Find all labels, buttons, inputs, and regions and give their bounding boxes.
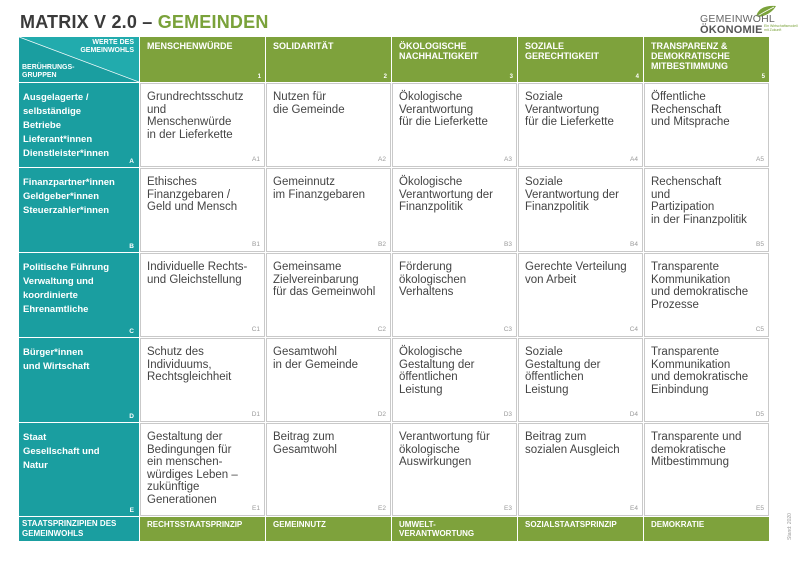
cell-code: C4 <box>629 326 638 333</box>
footer-item-text: RECHTSSTAATSPRINZIP <box>147 520 243 529</box>
cell-text: Gestaltung der Bedingungen für ein menschen- würdiges Leben – zukünftige Generationen <box>147 431 238 506</box>
matrix-cell-c5 <box>644 253 769 337</box>
cell-text: Rechenschaft und Partizipation in der Finanzpolitik <box>651 176 747 226</box>
matrix-cell-a1 <box>140 83 265 167</box>
row-header-b <box>19 168 139 252</box>
corner-groups-line2: GRUPPEN <box>22 72 57 79</box>
cell-code: C3 <box>503 326 512 333</box>
footer-label-text: STAATSPRINZIPIEN DES GEMEINWOHLS <box>22 519 117 538</box>
logo-line2: ÖKONOMIE <box>700 24 763 36</box>
cell-text: Beitrag zum Gesamtwohl <box>273 431 337 456</box>
cell-code: C2 <box>377 326 386 333</box>
matrix-cell-e1 <box>140 423 265 516</box>
cell-code: B1 <box>252 241 260 248</box>
cell-text: Transparente und demokratische Mitbestimmung <box>651 431 742 468</box>
column-number: 4 <box>635 74 639 80</box>
footer-item-text: DEMOKRATIE <box>651 520 705 529</box>
row-key: D <box>129 413 134 420</box>
matrix-cell-b2 <box>266 168 391 252</box>
title-prefix: MATRIX V 2.0 – <box>20 12 158 32</box>
matrix-cell-a2 <box>266 83 391 167</box>
page-title <box>20 12 269 33</box>
matrix-cell-a4 <box>518 83 643 167</box>
cell-text: Beitrag zum sozialen Ausgleich <box>525 431 620 456</box>
corner-values-label <box>80 39 134 55</box>
footer-label <box>19 517 139 541</box>
matrix-cell-b3 <box>392 168 517 252</box>
matrix-cell-c1 <box>140 253 265 337</box>
row-header-label: Bürger*innen und Wirtschaft <box>23 347 90 372</box>
footer-item-3 <box>392 517 517 541</box>
cell-text: Schutz des Individuums, Rechtsgleichheit <box>147 346 232 383</box>
matrix-cell-b1 <box>140 168 265 252</box>
column-header-5 <box>644 37 769 82</box>
title-accent: GEMEINDEN <box>157 12 269 32</box>
row-header-label: Politische Führung Verwaltung und koordinierte Ehrenamtliche <box>23 262 110 315</box>
row-key: A <box>129 158 134 165</box>
corner-values-line1: WERTE DES <box>92 39 134 46</box>
cell-code: D5 <box>755 411 764 418</box>
cell-code: E1 <box>252 505 260 512</box>
footer-item-1 <box>140 517 265 541</box>
row-header-a <box>19 83 139 167</box>
cell-text: Gerechte Verteilung von Arbeit <box>525 261 627 286</box>
column-header-label: ÖKOLOGISCHE NACHHALTIGKEIT <box>399 41 479 61</box>
row-header-label: Ausgelagerte / selbständige Betriebe Lieferant*innen Dienstleister*innen <box>23 92 110 159</box>
row-header-d <box>19 338 139 422</box>
cell-text: Förderung ökologischen Verhaltens <box>399 261 467 298</box>
column-number: 3 <box>509 74 513 80</box>
cell-text: Nutzen für die Gemeinde <box>273 91 345 116</box>
logo-line1: GEMEINWOHL <box>700 13 775 25</box>
cell-text: Transparente Kommunikation und demokratische Einbindung <box>651 346 749 396</box>
cell-text: Transparente Kommunikation und demokratische Prozesse <box>651 261 749 311</box>
corner-header <box>19 37 139 82</box>
footer-item-text: UMWELT- VERANTWORTUNG <box>399 520 475 538</box>
cell-code: A1 <box>252 156 260 163</box>
matrix-cell-d3 <box>392 338 517 422</box>
cell-code: B2 <box>378 241 386 248</box>
cell-code: D4 <box>629 411 638 418</box>
cell-text: Soziale Verantwortung der Finanzpolitik <box>525 176 619 213</box>
column-number: 2 <box>383 74 387 80</box>
cell-text: Ökologische Verantwortung für die Lieferkette <box>399 91 488 128</box>
row-header-c <box>19 253 139 337</box>
cell-code: A4 <box>630 156 638 163</box>
matrix-cell-c2 <box>266 253 391 337</box>
cell-text: Ökologische Verantwortung der Finanzpolitik <box>399 176 493 213</box>
footer-item-text: SOZIALSTAATSPRINZIP <box>525 520 617 529</box>
cell-text: Soziale Verantwortung für die Lieferkette <box>525 91 614 128</box>
column-header-1 <box>140 37 265 82</box>
cell-text: Grundrechtsschutz und Menschenwürde in der Lieferkette <box>147 91 244 141</box>
footer-item-4 <box>518 517 643 541</box>
cell-code: E3 <box>504 505 512 512</box>
cell-code: D2 <box>377 411 386 418</box>
cell-text: Öffentliche Rechenschaft und Mitsprache <box>651 91 730 128</box>
column-number: 5 <box>761 74 765 80</box>
column-header-label: SOLIDARITÄT <box>273 41 334 51</box>
cell-code: B5 <box>756 241 764 248</box>
cell-text: Gemeinsame Zielvereinbarung für das Gemeinwohl <box>273 261 376 298</box>
row-key: B <box>129 243 134 250</box>
matrix-cell-b4 <box>518 168 643 252</box>
cell-code: D3 <box>503 411 512 418</box>
column-header-3 <box>392 37 517 82</box>
matrix-cell-d1 <box>140 338 265 422</box>
cell-code: C5 <box>755 326 764 333</box>
matrix-cell-e5 <box>644 423 769 516</box>
side-note: Stand: 2020 <box>787 513 793 540</box>
matrix-cell-d4 <box>518 338 643 422</box>
cell-text: Verantwortung für ökologische Auswirkungen <box>399 431 490 468</box>
logo <box>700 4 798 38</box>
row-key: C <box>129 328 134 335</box>
matrix-cell-d5 <box>644 338 769 422</box>
cell-code: E4 <box>630 505 638 512</box>
cell-code: A3 <box>504 156 512 163</box>
row-header-label: Finanzpartner*innen Geldgeber*innen Steuerzahler*innen <box>23 177 115 216</box>
matrix-grid <box>19 37 769 541</box>
column-header-label: TRANSPARENZ & DEMOKRATISCHE MITBESTIMMUNG <box>651 41 730 71</box>
cell-code: C1 <box>251 326 260 333</box>
matrix-cell-e4 <box>518 423 643 516</box>
logo-tagline: Ein Wirtschaftsmodell mit Zukunft <box>764 24 798 32</box>
cell-code: A5 <box>756 156 764 163</box>
cell-code: B4 <box>630 241 638 248</box>
column-header-4 <box>518 37 643 82</box>
column-header-label: MENSCHENWÜRDE <box>147 41 233 51</box>
matrix-cell-a3 <box>392 83 517 167</box>
cell-text: Gemeinnutz im Finanzgebaren <box>273 176 366 201</box>
cell-text: Ethisches Finanzgebaren / Geld und Mensch <box>147 176 238 213</box>
row-header-e <box>19 423 139 516</box>
cell-text: Individuelle Rechts- und Gleichstellung <box>147 261 248 286</box>
matrix-cell-a5 <box>644 83 769 167</box>
cell-text: Ökologische Gestaltung der öffentlichen Leistung <box>399 346 475 396</box>
cell-code: E2 <box>378 505 386 512</box>
column-header-label: SOZIALE GERECHTIGKEIT <box>525 41 600 61</box>
cell-code: D1 <box>251 411 260 418</box>
footer-item-text: GEMEINNUTZ <box>273 520 326 529</box>
corner-groups-label <box>22 64 75 80</box>
cell-text: Gesamtwohl in der Gemeinde <box>273 346 359 371</box>
column-number: 1 <box>257 74 261 80</box>
cell-code: E5 <box>756 505 764 512</box>
cell-text: Soziale Gestaltung der öffentlichen Leistung <box>525 346 601 396</box>
row-header-label: Staat Gesellschaft und Natur <box>23 432 100 471</box>
footer-item-2 <box>266 517 391 541</box>
footer-item-5 <box>644 517 769 541</box>
cell-code: A2 <box>378 156 386 163</box>
matrix-cell-c4 <box>518 253 643 337</box>
row-key: E <box>129 507 134 514</box>
corner-groups-line1: BERÜHRUNGS- <box>22 64 75 71</box>
column-header-2 <box>266 37 391 82</box>
cell-code: B3 <box>504 241 512 248</box>
matrix-cell-e2 <box>266 423 391 516</box>
matrix-cell-c3 <box>392 253 517 337</box>
matrix-cell-d2 <box>266 338 391 422</box>
matrix-cell-e3 <box>392 423 517 516</box>
corner-values-line2: GEMEINWOHLS <box>80 47 134 54</box>
matrix-cell-b5 <box>644 168 769 252</box>
